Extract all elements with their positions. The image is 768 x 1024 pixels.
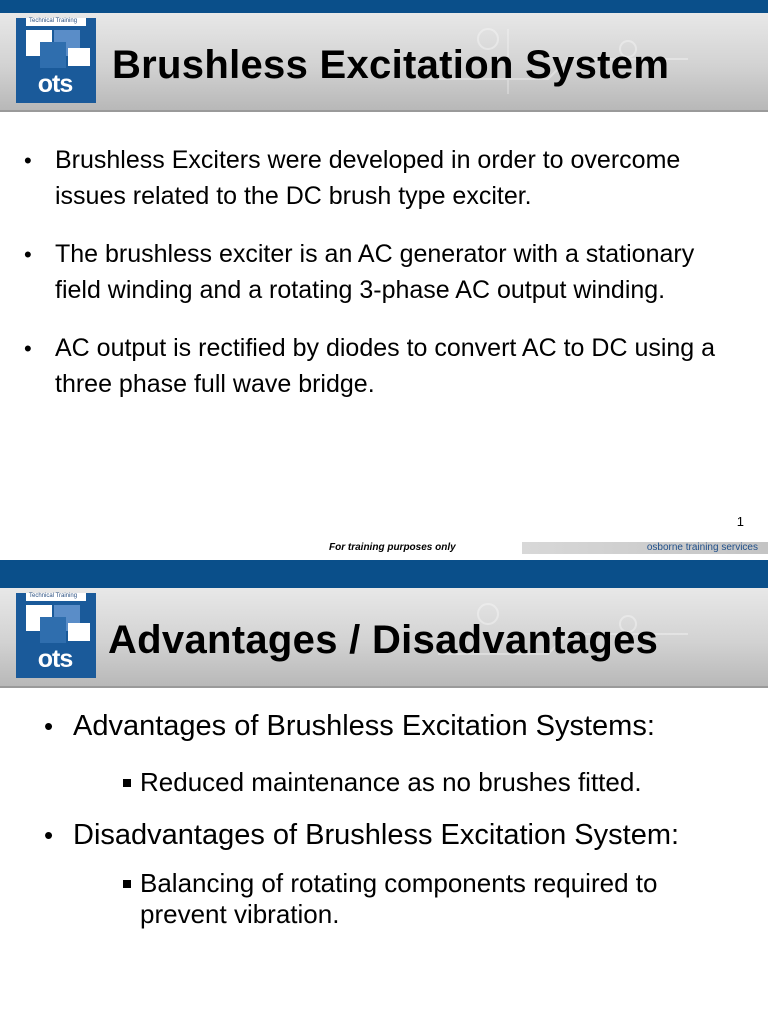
bullet-list (24, 143, 744, 425)
slide-header (0, 13, 768, 112)
ots-logo (16, 593, 96, 678)
slide-header (0, 588, 768, 688)
logo-text: ots (20, 71, 90, 97)
slide-title: Advantages / Disadvantages (108, 618, 659, 662)
sub-bullet-item: Balancing of rotating components required to prevent vibration. (122, 868, 744, 930)
bullet-item: • Brushless Exciters were developed in order to overcome issues related to the DC brush type exciter. (24, 143, 744, 214)
footer-note: For training purposes only (329, 542, 456, 553)
advantages-list (44, 706, 744, 930)
bullet-item: • The brushless exciter is an AC generator with a stationary field winding and a rotating 3-phase AC output winding. (24, 237, 744, 308)
bullet-item: • AC output is rectified by diodes to convert AC to DC using a three phase full wave bridge. (24, 331, 744, 402)
logo-tagline: Technical Training (26, 593, 86, 601)
page-number: 1 (736, 514, 744, 529)
slide-title: Brushless Excitation System (112, 43, 670, 87)
sub-bullet-item: Reduced maintenance as no brushes fitted. (122, 767, 744, 798)
bullet-item: • Advantages of Brushless Excitation Systems: (44, 706, 744, 747)
top-accent-bar (0, 0, 768, 13)
footer-brand: osborne training services (646, 542, 758, 553)
logo-text: ots (20, 646, 90, 672)
bullet-item: • Disadvantages of Brushless Excitation System: (44, 815, 744, 856)
footer-brand-bar (522, 542, 768, 554)
top-accent-bar (0, 560, 768, 588)
ots-logo (16, 18, 96, 103)
logo-tagline: Technical Training (26, 18, 86, 26)
